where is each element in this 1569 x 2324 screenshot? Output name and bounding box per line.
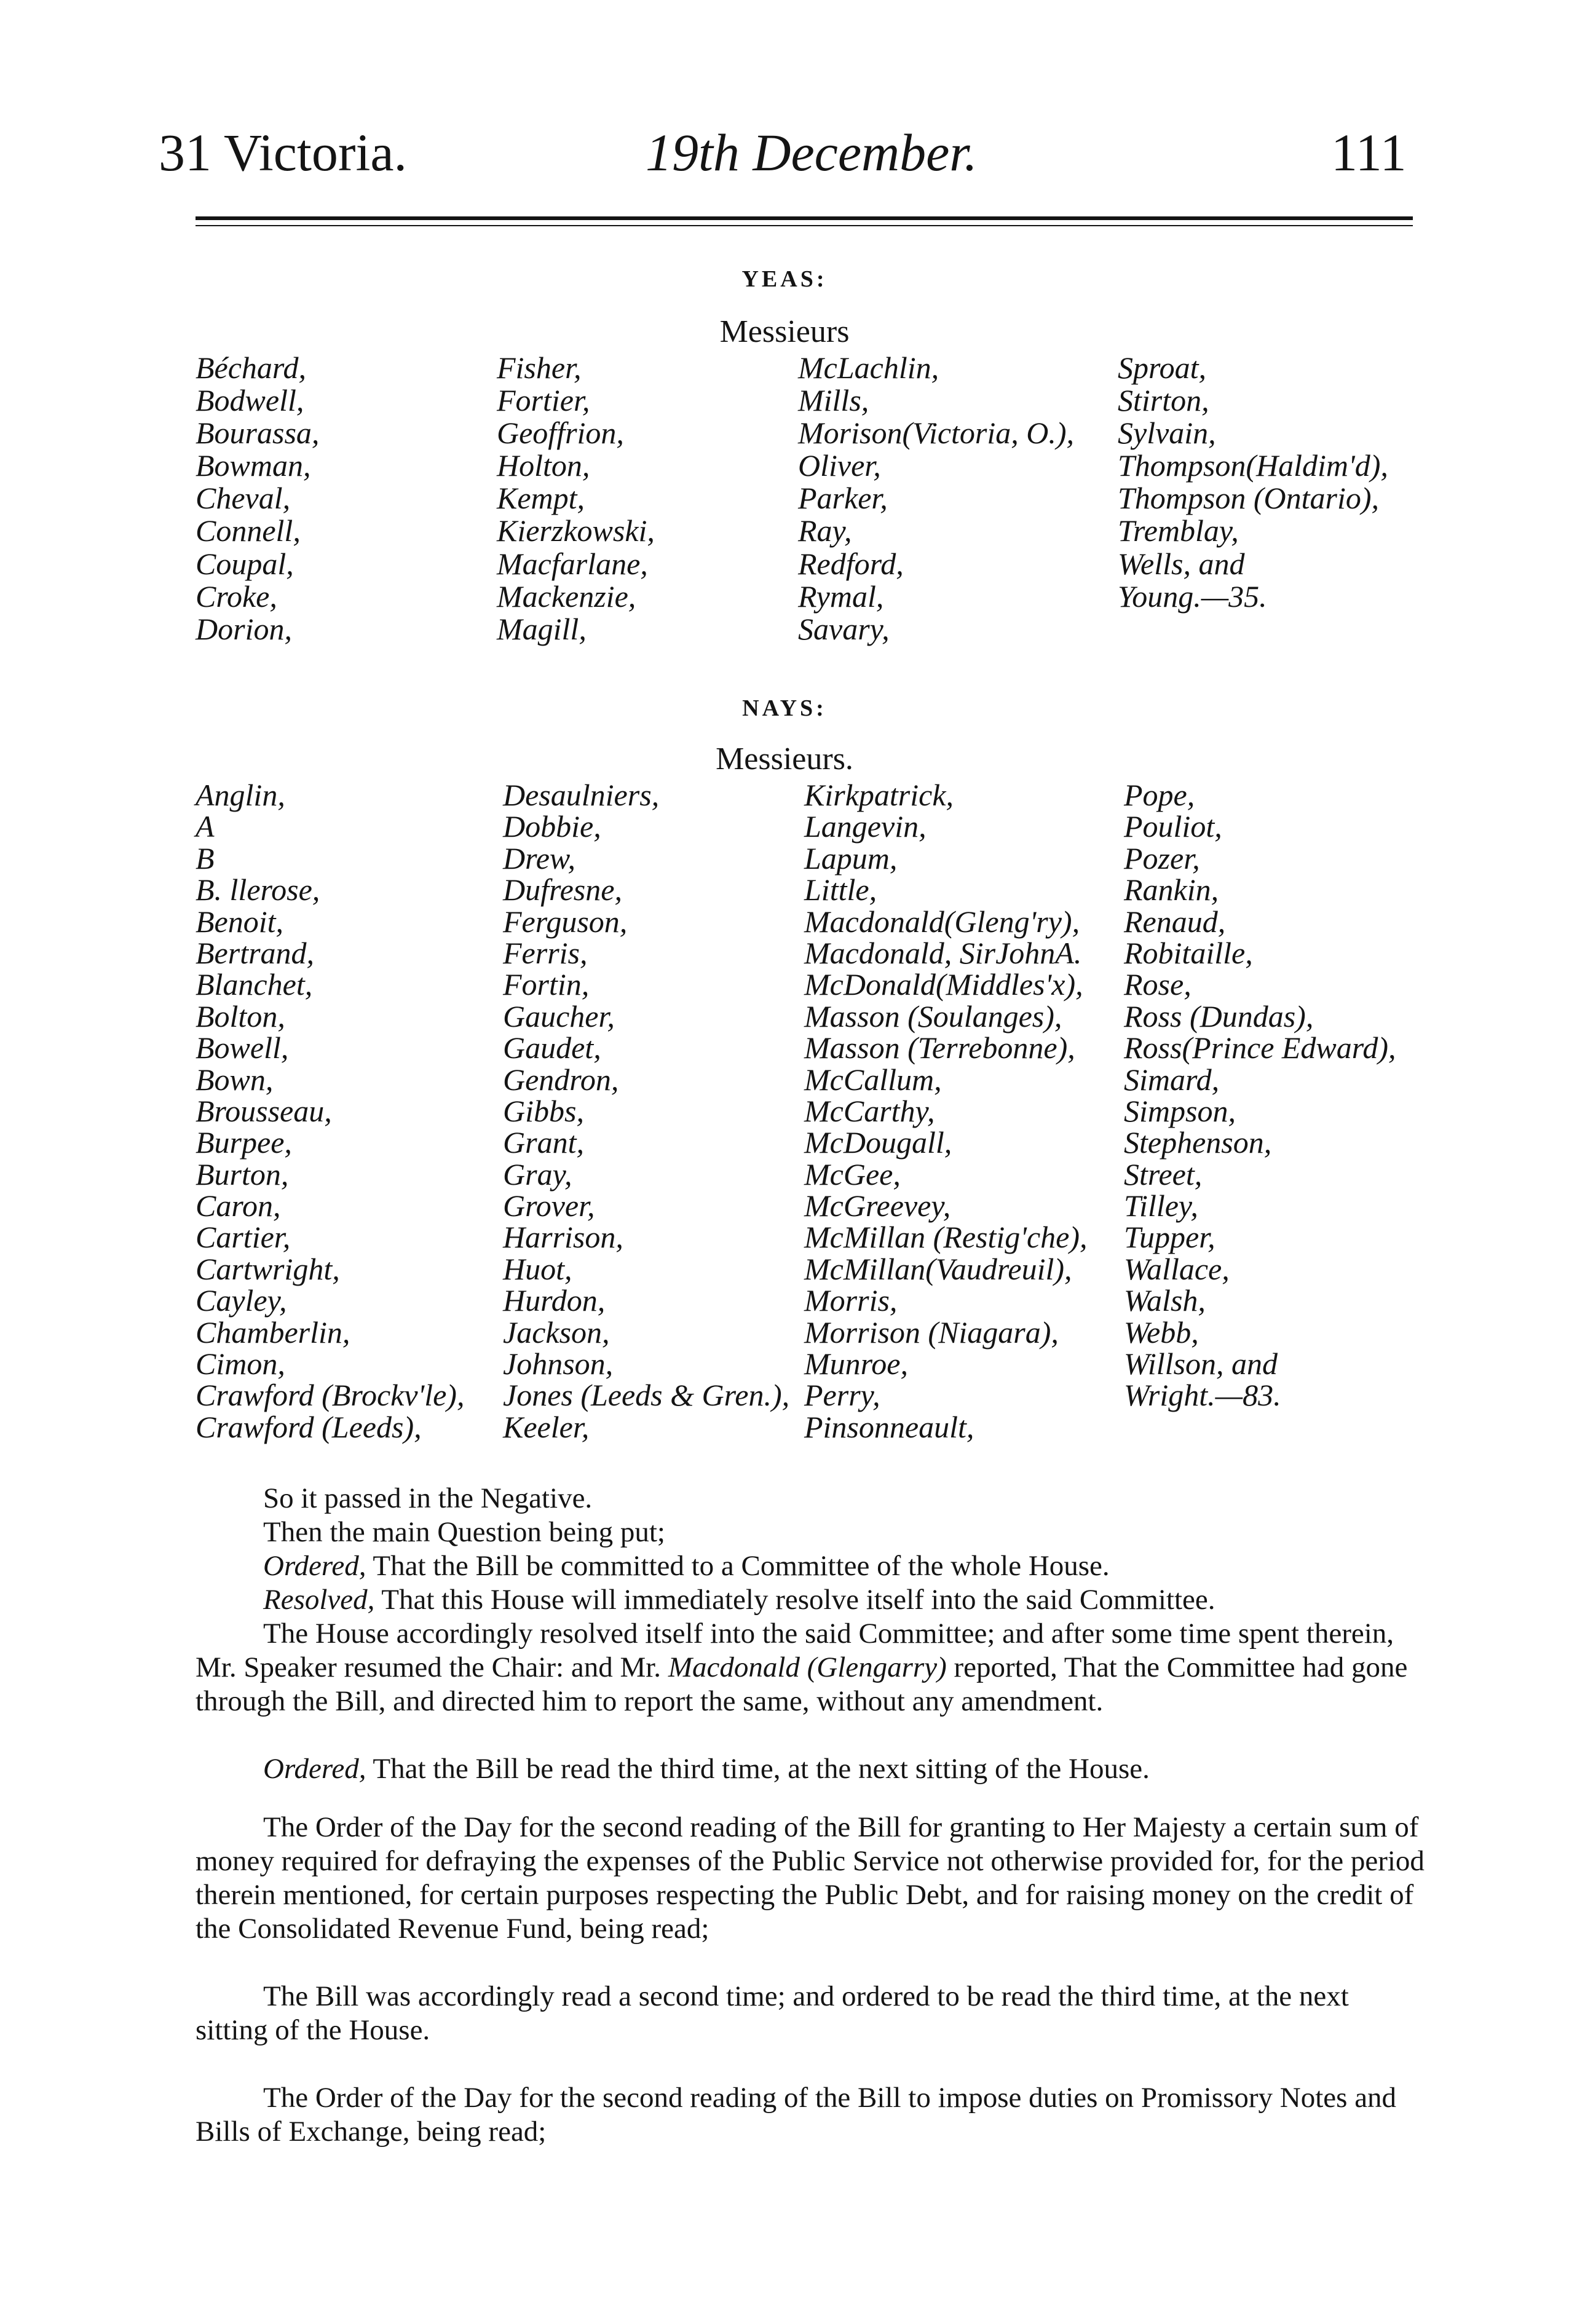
member-name: McGee, xyxy=(804,1156,901,1192)
order-2-text: That the Bill be read the third time, at the next sitting of the House. xyxy=(366,1753,1150,1785)
member-name: Mills, xyxy=(798,383,869,418)
order-label: Ordered, xyxy=(263,1550,366,1582)
member-name: Dufresne, xyxy=(503,872,622,907)
member-name: Morris, xyxy=(804,1283,898,1318)
member-name: Rose, xyxy=(1124,967,1192,1002)
member-name: Ross(Prince Edward), xyxy=(1124,1030,1396,1065)
resolved-label: Resolved, xyxy=(263,1584,375,1616)
yeas-column-4 xyxy=(1118,352,1388,613)
order-text: That the Bill be committed to a Committee of the whole House. xyxy=(366,1550,1110,1582)
committee-text-1: The House accordingly resolved itself into the said Committee; and after some time spent therein, Mr. Speaker resumed the Chair: and Mr. xyxy=(196,1618,1394,1683)
nays-column-1 xyxy=(196,780,464,1443)
member-name: Drew, xyxy=(503,840,576,875)
committee-member: Macdonald (Glengarry) xyxy=(668,1651,947,1683)
order-of-day-supply-bill: The Order of the Day for the second reading of the Bill for granting to Her Majesty a certain sum of money required for defraying the expenses of the Public Service not otherwise provided for, for the period therein mentioned, for certain purposes respecting the Public Debt, and for raising money on the credit of the Consolidated Revenue Fund, being read; xyxy=(196,1811,1425,1945)
member-name: Tremblay, xyxy=(1118,513,1239,548)
member-name: Macdonald(Gleng'ry), xyxy=(804,904,1080,939)
member-name: Pozer, xyxy=(1124,840,1200,875)
nays-column-4 xyxy=(1124,780,1396,1412)
member-name: Langevin, xyxy=(804,809,927,844)
resolution xyxy=(263,1583,1215,1617)
order-third-reading xyxy=(263,1752,1150,1786)
bill-second-reading: The Bill was accordingly read a second time; and ordered to be read the third time, at the next sitting of the House. xyxy=(196,1980,1349,2046)
member-name: McDougall, xyxy=(804,1125,952,1160)
member-name: Grant, xyxy=(503,1125,584,1160)
member-name: Thompson (Ontario), xyxy=(1118,481,1380,516)
member-name: Kempt, xyxy=(497,481,585,516)
member-name: Kirkpatrick, xyxy=(804,778,954,812)
member-name: Fisher, xyxy=(497,350,582,385)
yeas-column-2 xyxy=(497,352,655,646)
main-question: Then the main Question being put; xyxy=(263,1516,665,1548)
member-name: Hurdon, xyxy=(503,1283,606,1318)
member-name: Masson (Soulanges), xyxy=(804,998,1062,1034)
header-rule-thin xyxy=(196,225,1413,226)
member-name: Walsh, xyxy=(1124,1283,1206,1318)
member-name: Bodwell, xyxy=(196,383,304,418)
member-name: Gibbs, xyxy=(503,1093,584,1128)
member-name: McCallum, xyxy=(804,1062,942,1097)
member-name: Masson (Terrebonne), xyxy=(804,1030,1075,1065)
member-name: Grover, xyxy=(503,1188,595,1223)
member-name: B xyxy=(196,840,215,875)
member-name: Cheval, xyxy=(196,481,291,516)
nays-column-2 xyxy=(503,780,789,1443)
member-name: Bertrand, xyxy=(196,935,315,970)
yeas-messieurs: Messieurs xyxy=(719,314,850,349)
member-name: Caron, xyxy=(196,1188,281,1223)
member-name: Stirton, xyxy=(1118,383,1209,418)
member-name: Pope, xyxy=(1124,778,1195,812)
member-name: A xyxy=(196,809,215,844)
member-name: Burpee, xyxy=(196,1125,292,1160)
member-name: Ferris, xyxy=(503,935,588,970)
member-name: Bolton, xyxy=(196,998,285,1034)
member-name: Ray, xyxy=(798,513,852,548)
yeas-column-1 xyxy=(196,352,319,646)
member-name: Macdonald, SirJohnA. xyxy=(804,935,1082,970)
member-name: Crawford (Brockv'le), xyxy=(196,1378,465,1413)
member-name: Magill, xyxy=(497,611,587,646)
committee-text-2: reported, That the Committee had gone through the Bill, and directed him to report the same, without any amendment. xyxy=(196,1651,1408,1717)
member-name: Stephenson, xyxy=(1124,1125,1272,1160)
member-name: Sproat, xyxy=(1118,350,1206,385)
member-name: Young.—35. xyxy=(1118,579,1267,614)
page-number: 111 xyxy=(1331,123,1407,182)
member-name: Cartier, xyxy=(196,1220,291,1255)
member-name: Lapum, xyxy=(804,840,898,875)
member-name: Dobbie, xyxy=(503,809,601,844)
member-name: Mackenzie, xyxy=(497,579,636,614)
member-name: Jones (Leeds & Gren.), xyxy=(503,1378,790,1413)
member-name: Dorion, xyxy=(196,611,292,646)
header-rule-thick xyxy=(196,216,1413,220)
member-name: Croke, xyxy=(196,579,277,614)
member-name: Oliver, xyxy=(798,448,881,483)
member-name: Huot, xyxy=(503,1251,572,1286)
yeas-column-3 xyxy=(798,352,1074,646)
member-name: Bowman, xyxy=(196,448,311,483)
member-name: Anglin, xyxy=(196,778,285,812)
member-name: Geoffrion, xyxy=(497,416,624,451)
member-name: B. llerose, xyxy=(196,872,320,907)
member-name: Coupal, xyxy=(196,546,294,581)
member-name: Desaulniers, xyxy=(503,778,660,812)
member-name: McMillan (Restig'che), xyxy=(804,1220,1088,1255)
member-name: Gaucher, xyxy=(503,998,615,1034)
member-name: Bowell, xyxy=(196,1030,289,1065)
member-name: Wright.—83. xyxy=(1124,1378,1281,1413)
member-name: Bourassa, xyxy=(196,416,320,451)
running-header-date: 19th December. xyxy=(646,123,978,182)
member-name: Rankin, xyxy=(1124,872,1219,907)
member-name: Parker, xyxy=(798,481,888,516)
negative-result: So it passed in the Negative. xyxy=(263,1482,593,1514)
member-name: Robitaille, xyxy=(1124,935,1253,970)
nays-column-3 xyxy=(804,780,1088,1443)
member-name: Bown, xyxy=(196,1062,274,1097)
member-name: Simpson, xyxy=(1124,1093,1236,1128)
member-name: Gray, xyxy=(503,1156,572,1192)
running-header-regnal-year: 31 Victoria. xyxy=(159,123,408,182)
member-name: Fortin, xyxy=(503,967,590,1002)
member-name: Macfarlane, xyxy=(497,546,648,581)
member-name: Savary, xyxy=(798,611,890,646)
order-committal xyxy=(263,1549,1110,1583)
member-name: McGreevey, xyxy=(804,1188,951,1223)
member-name: Keeler, xyxy=(503,1409,590,1444)
committee-report-paragraph xyxy=(196,1617,1425,1718)
member-name: Cayley, xyxy=(196,1283,287,1318)
member-name: Willson, and xyxy=(1124,1346,1278,1381)
member-name: McDonald(Middles'x), xyxy=(804,967,1083,1002)
member-name: Renaud, xyxy=(1124,904,1226,939)
member-name: Pinsonneault, xyxy=(804,1409,974,1444)
member-name: Wells, and xyxy=(1118,546,1245,581)
member-name: Perry, xyxy=(804,1378,880,1413)
member-name: Morrison (Niagara), xyxy=(804,1314,1059,1350)
member-name: Harrison, xyxy=(503,1220,623,1255)
member-name: Cartwright, xyxy=(196,1251,340,1286)
member-name: Pouliot, xyxy=(1124,809,1222,844)
member-name: Jackson, xyxy=(503,1314,610,1350)
member-name: Holton, xyxy=(497,448,590,483)
member-name: Fortier, xyxy=(497,383,590,418)
member-name: Béchard, xyxy=(196,350,307,385)
member-name: Chamberlin, xyxy=(196,1314,350,1350)
order-of-day-promissory-notes: The Order of the Day for the second reading of the Bill to impose duties on Promissory Notes and Bills of Exchange, being read; xyxy=(196,2082,1397,2148)
nays-messieurs: Messieurs. xyxy=(716,741,853,777)
member-name: Benoit, xyxy=(196,904,284,939)
member-name: Sylvain, xyxy=(1118,416,1216,451)
member-name: Thompson(Haldim'd), xyxy=(1118,448,1388,483)
member-name: Munroe, xyxy=(804,1346,908,1381)
member-name: Johnson, xyxy=(503,1346,614,1381)
member-name: Simard, xyxy=(1124,1062,1220,1097)
nays-heading: NAYS: xyxy=(742,695,827,721)
member-name: McMillan(Vaudreuil), xyxy=(804,1251,1072,1286)
order-2-label: Ordered, xyxy=(263,1753,366,1785)
member-name: Gendron, xyxy=(503,1062,619,1097)
member-name: Ross (Dundas), xyxy=(1124,998,1314,1034)
member-name: Ferguson, xyxy=(503,904,628,939)
member-name: Street, xyxy=(1124,1156,1203,1192)
member-name: Crawford (Leeds), xyxy=(196,1409,422,1444)
member-name: Redford, xyxy=(798,546,904,581)
member-name: Gaudet, xyxy=(503,1030,601,1065)
member-name: Rymal, xyxy=(798,579,884,614)
member-name: Blanchet, xyxy=(196,967,313,1002)
member-name: Connell, xyxy=(196,513,301,548)
member-name: Tupper, xyxy=(1124,1220,1215,1255)
member-name: Webb, xyxy=(1124,1314,1199,1350)
member-name: Brousseau, xyxy=(196,1093,332,1128)
member-name: Tilley, xyxy=(1124,1188,1198,1223)
resolved-text: That this House will immediately resolve itself into the said Committee. xyxy=(374,1584,1215,1616)
member-name: Burton, xyxy=(196,1156,289,1192)
member-name: Kierzkowski, xyxy=(497,513,655,548)
member-name: Cimon, xyxy=(196,1346,285,1381)
member-name: Wallace, xyxy=(1124,1251,1230,1286)
yeas-heading: YEAS: xyxy=(741,266,828,292)
member-name: McCarthy, xyxy=(804,1093,935,1128)
member-name: McLachlin, xyxy=(798,350,939,385)
member-name: Morison(Victoria, O.), xyxy=(798,416,1075,451)
member-name: Little, xyxy=(804,872,877,907)
